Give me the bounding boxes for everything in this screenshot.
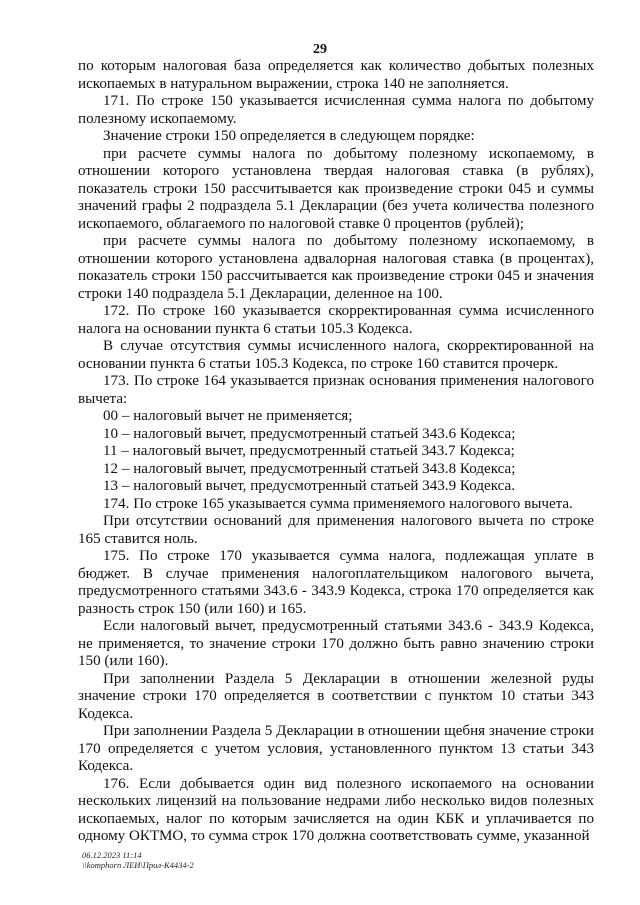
paragraph: 171. По строке 150 указывается исчисленная сумма налога по добытому полезному ископаемому. [78,93,594,127]
paragraph: 175. По строке 170 указывается сумма налога, подлежащая уплате в бюджет. В случае применения налогоплательщиком налогового вычета, предусмотренного статьями 343.6 - 343.9 Кодекса, строка 170 определяется как разность строк 150 (или 160) и 165. [78,548,594,617]
paragraph: по которым налоговая база определяется как количество добытых полезных ископаемых в натуральном выражении, строка 140 не заполняется. [78,58,594,92]
paragraph: В случае отсутствия суммы исчисленного налога, скорректированной на основании пункта 6 статьи 105.3 Кодекса, по строке 160 ставится прочерк. [78,338,594,372]
file-stamp-path: \\komphorn ЛЕИ\Прил-К4434-2 [82,860,194,870]
paragraph: при расчете суммы налога по добытому полезному ископаемому, в отношении которого установлена твердая налоговая ставка (в рублях), показатель строки 150 рассчитывается как произведение строки 045 и суммы значений графы 2 подраздела 5.1 Декларации (без учета количества полезного ископаемого, облагаемого по налоговой ставке 0 процентов (рублей); [78,145,594,232]
paragraph: 174. По строке 165 указывается сумма применяемого налогового вычета. [103,495,573,512]
paragraph: 172. По строке 160 указывается скорректированная сумма исчисленного налога на основании пункта 6 статьи 105.3 Кодекса. [78,303,594,337]
file-stamp [82,850,194,870]
paragraph: 176. Если добывается один вид полезного ископаемого на основании нескольких лицензий на пользование недрами либо несколько видов полезных ископаемых, налог по которым зачисляется на один КБК и уплачивается по одному ОКТМО, то сумма строк 170 должна соответствовать сумме, указанной [78,775,594,844]
list-item: 11 – налоговый вычет, предусмотренный статьей 343.7 Кодекса; [103,443,515,459]
list-item: 13 – налоговый вычет, предусмотренный статьей 343.9 Кодекса. [103,478,516,494]
paragraph: при расчете суммы налога по добытому полезному ископаемому, в отношении которого установлена адвалорная налоговая ставка (в процентах), показатель строки 150 рассчитывается как произведение строки 045 и значения строки 140 подраздела 5.1 Декларации, деленное на 100. [78,233,594,302]
file-stamp-date: 06.12.2023 11:14 [82,850,142,860]
paragraph: При заполнении Раздела 5 Декларации в отношении щебня значение строки 170 определяется с учетом условия, установленного пунктом 13 статьи 343 Кодекса. [78,723,594,774]
list-item: 00 – налоговый вычет не применяется; [103,408,353,424]
paragraph: При заполнении Раздела 5 Декларации в отношении железной руды значение строки 170 определяется в соответствии с пунктом 10 статьи 343 Кодекса. [78,670,594,722]
document-body [78,58,594,846]
page-number: 29 [313,42,327,57]
list-item: 10 – налоговый вычет, предусмотренный статьей 343.6 Кодекса; [103,425,516,442]
list-item: 12 – налоговый вычет, предусмотренный статьей 343.8 Кодекса; [103,460,516,477]
paragraph: Значение строки 150 определяется в следующем порядке: [103,128,475,144]
paragraph: Если налоговый вычет, предусмотренный статьями 343.6 - 343.9 Кодекса, не применяется, то значение строки 170 должно быть равно значению строки 150 (или 160). [78,618,594,669]
paragraph: При отсутствии оснований для применения налогового вычета по строке 165 ставится ноль. [78,513,594,547]
paragraph: 173. По строке 164 указывается признак основания применения налогового вычета: [78,373,594,407]
